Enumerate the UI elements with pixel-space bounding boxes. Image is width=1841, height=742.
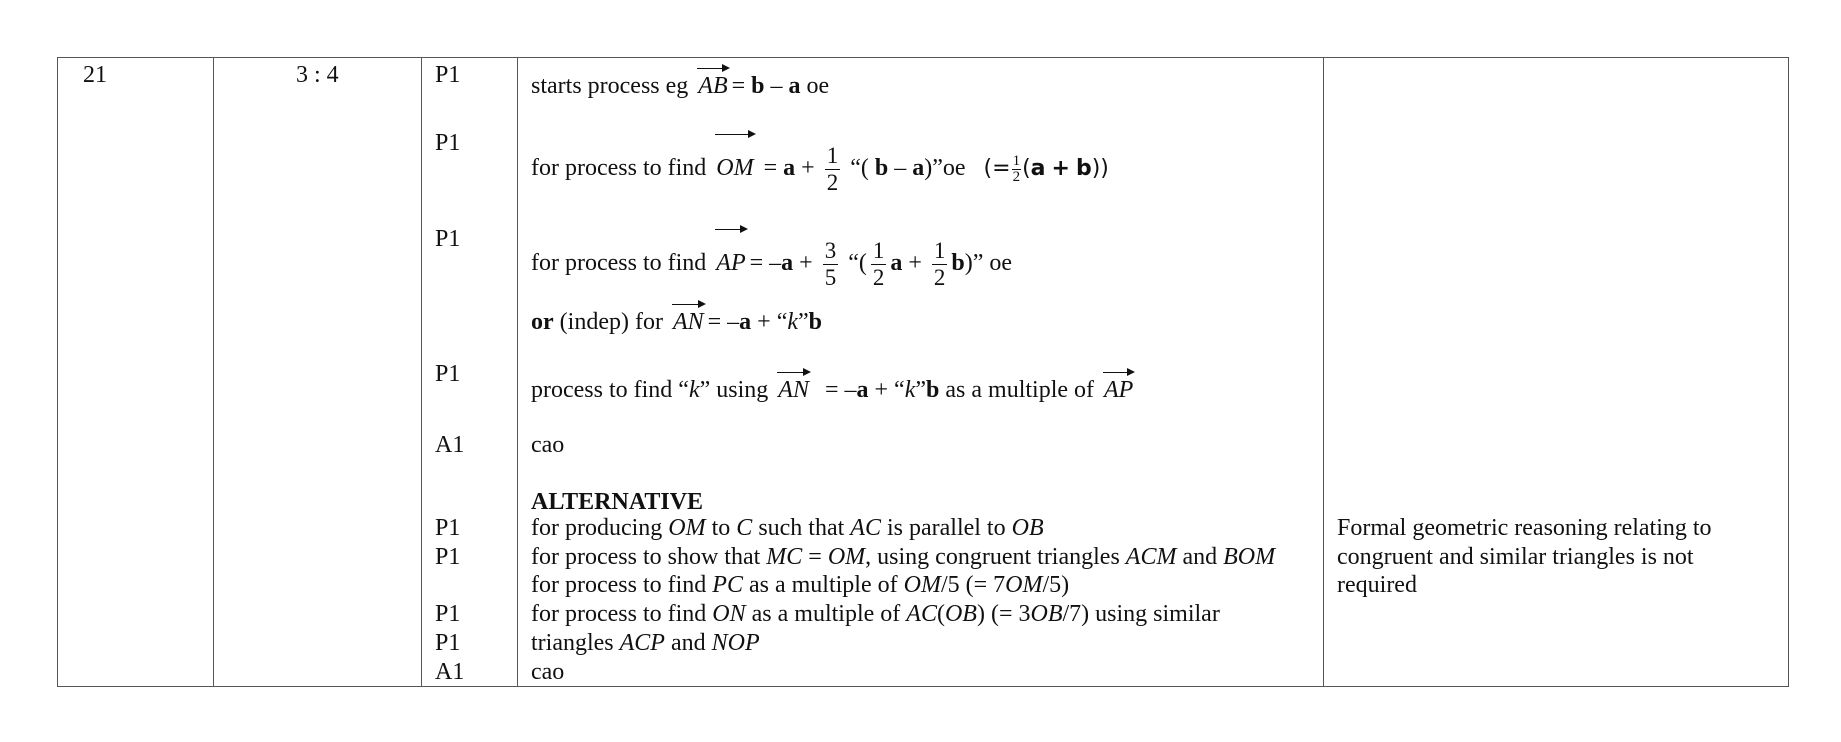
fraction: $\frac{1}{2}$ bbox=[933, 237, 946, 290]
column-divider bbox=[1323, 58, 1324, 686]
mark-scheme-table bbox=[57, 57, 1789, 687]
notes-line: congruent and similar triangles is not bbox=[1337, 544, 1694, 570]
working-line-4: process to find “k” using AN = –a + “k”b as a multiple of AP bbox=[531, 377, 1134, 403]
alternative-line-2: for process to show that MC = OM, using congruent triangles ACM and BOM bbox=[531, 544, 1276, 570]
mark-code: P1 bbox=[435, 62, 461, 88]
mark-code: P1 bbox=[435, 130, 461, 156]
vector-ab: AB bbox=[698, 73, 728, 99]
working-line-3: for process to find AP = –a + $\frac{3}{5}$ “( $\frac{1}{2}$ a + $\frac{1}{2}$ b)” oe bbox=[531, 233, 1012, 293]
working-line-1: starts process eg AB = b – a oe bbox=[531, 73, 830, 99]
working-line-2: for process to find OM = a + $\frac{1}{2}$ “( b – a)”oe (= $\frac{1}{2}$ (a + b)) bbox=[531, 138, 1109, 199]
fraction: $\frac{1}{2}$ bbox=[826, 142, 839, 195]
column-divider bbox=[421, 58, 422, 686]
alternative-line-3: for process to find PC as a multiple of OM/5 (= 7OM/5) bbox=[531, 572, 1070, 598]
alternative-line-4: for process to find ON as a multiple of AC(OB) (= 3OB/7) using similar bbox=[531, 601, 1220, 627]
alternative-line-6: cao bbox=[531, 659, 565, 685]
fraction: $\frac{1}{2}$ bbox=[1012, 152, 1021, 185]
mark-code: P1 bbox=[435, 601, 461, 627]
vector-ap: AP bbox=[1104, 377, 1134, 403]
mark-code: P1 bbox=[435, 361, 461, 387]
fraction: $\frac{1}{2}$ bbox=[872, 237, 885, 290]
alternative-line-5: triangles ACP and NOP bbox=[531, 630, 760, 656]
notes-line: required bbox=[1337, 572, 1417, 598]
working-line-3b: or (indep) for AN = –a + “k”b bbox=[531, 309, 823, 335]
column-divider bbox=[213, 58, 214, 686]
mark-code: P1 bbox=[435, 544, 461, 570]
fraction: $\frac{3}{5}$ bbox=[824, 237, 837, 290]
question-number: 21 bbox=[83, 62, 107, 88]
vector-om: OM bbox=[714, 138, 755, 198]
notes-line: Formal geometric reasoning relating to bbox=[1337, 515, 1712, 541]
mark-code: P1 bbox=[435, 226, 461, 252]
alternative-line-1: for producing OM to C such that AC is parallel to OB bbox=[531, 515, 1044, 541]
mark-code: A1 bbox=[435, 659, 465, 685]
vector-an: AN bbox=[778, 377, 809, 403]
alternative-heading: ALTERNATIVE bbox=[531, 489, 704, 515]
vector-ap: AP bbox=[714, 233, 747, 293]
column-divider bbox=[517, 58, 518, 686]
answer: 3 : 4 bbox=[296, 62, 339, 88]
vector-an: AN bbox=[672, 309, 704, 335]
working-line-5: cao bbox=[531, 432, 565, 458]
mark-code: A1 bbox=[435, 432, 465, 458]
mark-code: P1 bbox=[435, 515, 461, 541]
mark-code: P1 bbox=[435, 630, 461, 656]
